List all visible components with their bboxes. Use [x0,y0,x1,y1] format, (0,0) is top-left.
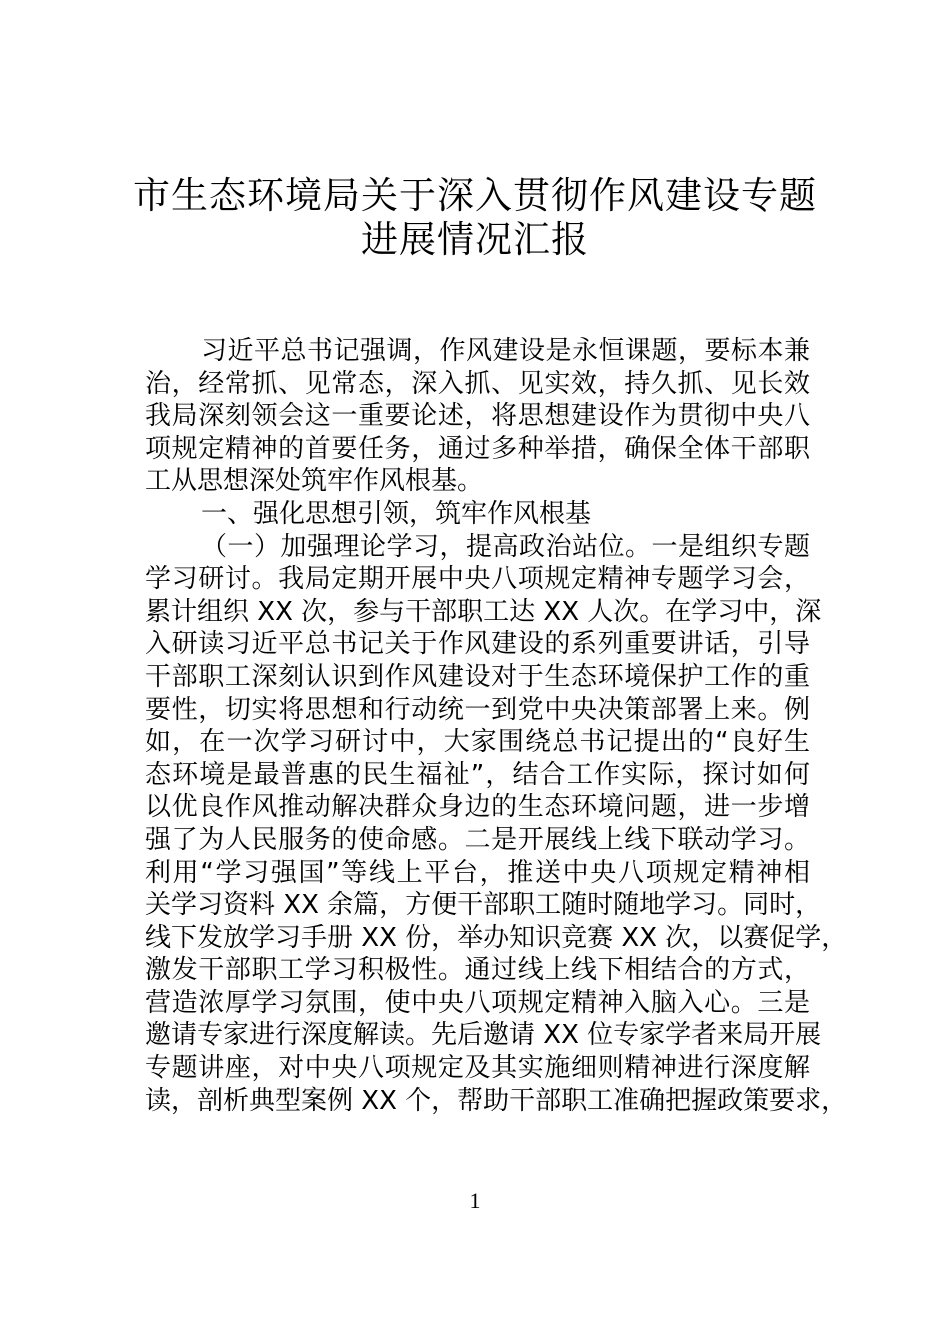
text-line: 强了为人民服务的使命感。二是开展线上线下联动学习。 [145,824,810,855]
text-line: 干部职工深刻认识到作风建设对于生态环境保护工作的重 [145,661,810,692]
text-line: 如，在一次学习研讨中，大家围绕总书记提出的“良好生 [145,727,810,758]
document-body [145,335,848,1117]
text-line: 累计组织 XX 次，参与干部职工达 XX 人次。在学习中，深 [145,596,822,627]
text-line: 入研读习近平总书记关于作风建设的系列重要讲话，引导 [145,629,810,660]
text-line: 工从思想深处筑牢作风根基。 [145,466,484,497]
text-line: 习近平总书记强调，作风建设是永恒课题，要标本兼 [201,336,810,366]
text-line: 治，经常抓、见常态，深入抓、见实效，持久抓、见长效 [145,368,810,399]
page-number: 1 [469,1188,481,1213]
text-line: 专题讲座，对中央八项规定及其实施细则精神进行深度解 [145,1053,810,1084]
text-line: （一）加强理论学习，提高政治站位。一是组织专题 [201,531,810,562]
text-line: 利用“学习强国”等线上平台，推送中央八项规定精神相 [145,857,810,888]
text-line: 项规定精神的首要任务，通过多种举措，确保全体干部职 [145,433,810,464]
text-line: 读，剖析典型案例 XX 个，帮助干部职工准确把握政策要求， [145,1085,848,1116]
text-line: 一、强化思想引领，筑牢作风根基 [201,498,592,529]
text-line: 邀请专家进行深度解读。先后邀请 XX 位专家学者来局开展 [145,1020,822,1051]
text-line: 营造浓厚学习氛围，使中央八项规定精神入脑入心。三是 [145,987,810,1018]
text-line: 态环境是最普惠的民生福祉”，结合工作实际，探讨如何 [145,759,810,790]
text-line: 关学习资料 XX 余篇，方便干部职工随时随地学习。同时， [145,890,822,921]
text-line: 以优良作风推动解决群众身边的生态环境问题，进一步增 [145,792,810,823]
text-line: 学习研讨。我局定期开展中央八项规定精神专题学习会， [145,564,810,595]
text-line: 激发干部职工学习积极性。通过线上线下相结合的方式， [145,955,810,986]
text-line: 我局深刻领会这一重要论述，将思想建设作为贯彻中央八 [145,401,810,432]
document-title-line-2: 进展情况汇报 [361,218,589,261]
text-line: 线下发放学习手册 XX 份，举办知识竞赛 XX 次，以赛促学， [145,922,848,953]
document-title-line-1: 市生态环境局关于深入贯彻作风建设专题 [133,174,817,217]
text-line: 要性，切实将思想和行动统一到党中央决策部署上来。例 [145,694,810,725]
